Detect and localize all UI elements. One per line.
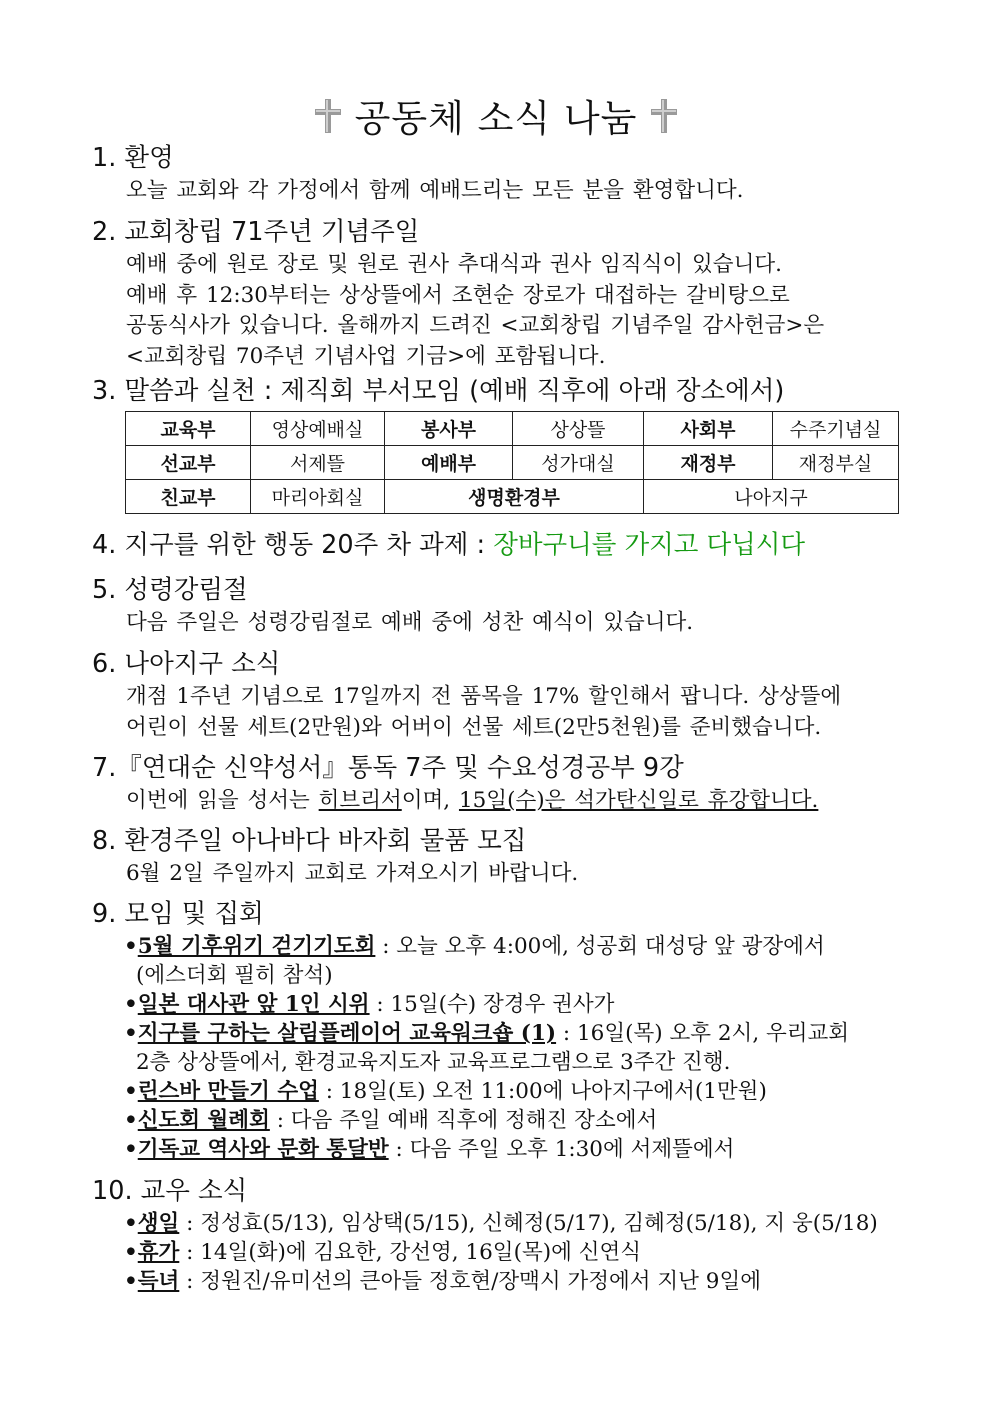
item-continuation: (에스더회 필히 참석) (136, 963, 333, 988)
body-underlined: 히브리서 (318, 788, 402, 813)
list-item (92, 1106, 902, 1135)
cross-icon (651, 99, 677, 142)
item-text: : 15일(수) 장경우 권사가 (369, 992, 615, 1017)
section-heading (92, 527, 902, 563)
section-body-line: 예배 후 12:30부터는 상상뜰에서 조현순 장로가 대접하는 갈비탕으로 (126, 282, 790, 308)
section-heading: 8. 환경주일 아나바다 바자회 물품 모집 (92, 826, 527, 856)
bullet: • (124, 1108, 138, 1133)
table-cell: 친교부 (126, 480, 251, 514)
table-cell: 재정부실 (773, 446, 899, 480)
list-item (92, 1209, 902, 1238)
body-underlined: 15일(수)은 석가탄신일로 휴강합니다. (458, 788, 819, 813)
item-label: 린스바 만들기 수업 (137, 1079, 319, 1104)
section-heading: 9. 모임 및 집회 (92, 899, 264, 929)
table-cell: 봉사부 (385, 412, 513, 446)
section-member-news (92, 1173, 902, 1296)
item-text: : 14일(화)에 김요한, 강선영, 16일(목)에 신연식 (179, 1240, 642, 1265)
section-heading: 10. 교우 소식 (92, 1176, 248, 1206)
section-bazaar (92, 823, 902, 890)
item-label: 기독교 역사와 문화 통달반 (137, 1137, 389, 1162)
section-heading: 2. 교회창립 71주년 기념주일 (92, 217, 420, 247)
section-body-line: <교회창립 70주년 기념사업 기금>에 포함됩니다. (126, 343, 606, 369)
section-naa-news (92, 646, 902, 743)
item-text: : 정성효(5/13), 임상택(5/15), 신혜정(5/17), 김혜정(5/18), 지 웅(5/18) (179, 1211, 878, 1236)
table-row (126, 446, 899, 480)
list-item (92, 1267, 902, 1296)
item-label: 일본 대사관 앞 1인 시위 (137, 992, 370, 1017)
item-text: : 다음 주일 예배 직후에 정해진 장소에서 (269, 1108, 658, 1133)
table-row (126, 480, 899, 514)
item-label: 5월 기후위기 걷기기도회 (137, 934, 376, 959)
section-body (92, 786, 902, 817)
table-cell: 교육부 (126, 412, 251, 446)
heading-prefix: 4. 지구를 위한 행동 20주 차 과제 : (92, 530, 494, 560)
section-body: 다음 주일은 성령강림절로 예배 중에 성찬 예식이 있습니다. (126, 610, 694, 635)
section-heading: 3. 말씀과 실천 : 제직회 부서모임 (예배 직후에 아래 장소에서) (92, 376, 785, 406)
table-row (126, 412, 899, 446)
table-cell: 서제뜰 (251, 446, 385, 480)
section-body-line: 어린이 선물 세트(2만원)와 어버이 선물 세트(2만5천원)를 준비했습니다. (126, 714, 822, 740)
list-item (92, 1238, 902, 1267)
body-text: 이번에 읽을 성서는 (126, 788, 319, 813)
list-item (92, 1135, 902, 1164)
bullet: • (124, 1269, 138, 1294)
item-label: 생일 (137, 1211, 180, 1236)
bullet: • (124, 1211, 138, 1236)
table-cell: 재정부 (644, 446, 773, 480)
item-label: 지구를 구하는 살림플레이어 교육워크숍 (1) (137, 1021, 557, 1046)
section-bible-reading (92, 750, 902, 817)
item-label: 신도회 월례회 (137, 1108, 270, 1133)
body-text: 이며, (401, 788, 459, 813)
section-body: 6월 2일 주일까지 교회로 가져오시기 바랍니다. (126, 861, 579, 886)
table-cell: 영상예배실 (251, 412, 385, 446)
list-item (92, 990, 902, 1019)
item-text: : 16일(목) 오후 2시, 우리교회 (556, 1021, 850, 1046)
item-text: : 정원진/유미선의 큰아들 정호현/장맥시 가정에서 지난 9일에 (179, 1269, 762, 1294)
bullet: • (124, 1021, 138, 1046)
table-cell: 마리아회실 (251, 480, 385, 514)
section-pentecost (92, 572, 902, 639)
item-text: : 18일(토) 오전 11:00에 나아지구에서(1만원) (318, 1079, 767, 1104)
bullet: • (124, 934, 138, 959)
section-heading: 6. 나아지구 소식 (92, 649, 281, 679)
page-title (0, 88, 992, 142)
bullet: • (124, 1079, 138, 1104)
section-earth-action (92, 527, 902, 563)
table-cell: 선교부 (126, 446, 251, 480)
section-welcome (92, 140, 902, 207)
table-cell: 수주기념실 (773, 412, 899, 446)
table-cell: 생명환경부 (385, 480, 644, 514)
bullet: • (124, 992, 138, 1017)
table-cell: 상상뜰 (513, 412, 644, 446)
list-item (92, 1019, 902, 1048)
table-cell: 예배부 (385, 446, 513, 480)
table-cell: 나아지구 (644, 480, 899, 514)
bullet: • (124, 1240, 138, 1265)
item-text: : 오늘 오후 4:00에, 성공회 대성당 앞 광장에서 (375, 934, 825, 959)
department-table (125, 411, 899, 514)
section-body-line: 공동식사가 있습니다. 올해까지 드려진 <교회창립 기념주일 감사헌금>은 (126, 313, 825, 338)
item-text: : 다음 주일 오후 1:30에 서제뜰에서 (388, 1137, 735, 1162)
section-meetings (92, 896, 902, 1164)
item-label: 휴가 (137, 1240, 180, 1265)
list-item (92, 1077, 902, 1106)
section-body-line: 예배 중에 원로 장로 및 원로 권사 추대식과 권사 임직식이 있습니다. (126, 252, 782, 277)
bullet: • (124, 1137, 138, 1162)
cross-icon (315, 99, 341, 142)
section-departments (92, 373, 902, 409)
table-cell: 성가대실 (513, 446, 644, 480)
section-heading: 1. 환영 (92, 143, 174, 173)
section-body: 오늘 교회와 각 가정에서 함께 예배드리는 모든 분을 환영합니다. (126, 178, 744, 203)
section-anniversary (92, 214, 902, 372)
section-body-line: 개점 1주년 기념으로 17일까지 전 품목을 17% 할인해서 팝니다. 상상뜰에 (126, 684, 842, 709)
list-item (92, 932, 902, 961)
item-label: 득녀 (137, 1269, 180, 1294)
section-heading: 7.『연대순 신약성서』통독 7주 및 수요성경공부 9강 (92, 753, 684, 783)
item-continuation: 2층 상상뜰에서, 환경교육지도자 교육프로그램으로 3주간 진행. (136, 1050, 731, 1075)
heading-highlight: 장바구니를 가지고 다닙시다 (493, 530, 805, 560)
page-title-text: 공동체 소식 나눔 (354, 97, 638, 140)
table-cell: 사회부 (644, 412, 773, 446)
section-heading: 5. 성령강림절 (92, 575, 248, 605)
